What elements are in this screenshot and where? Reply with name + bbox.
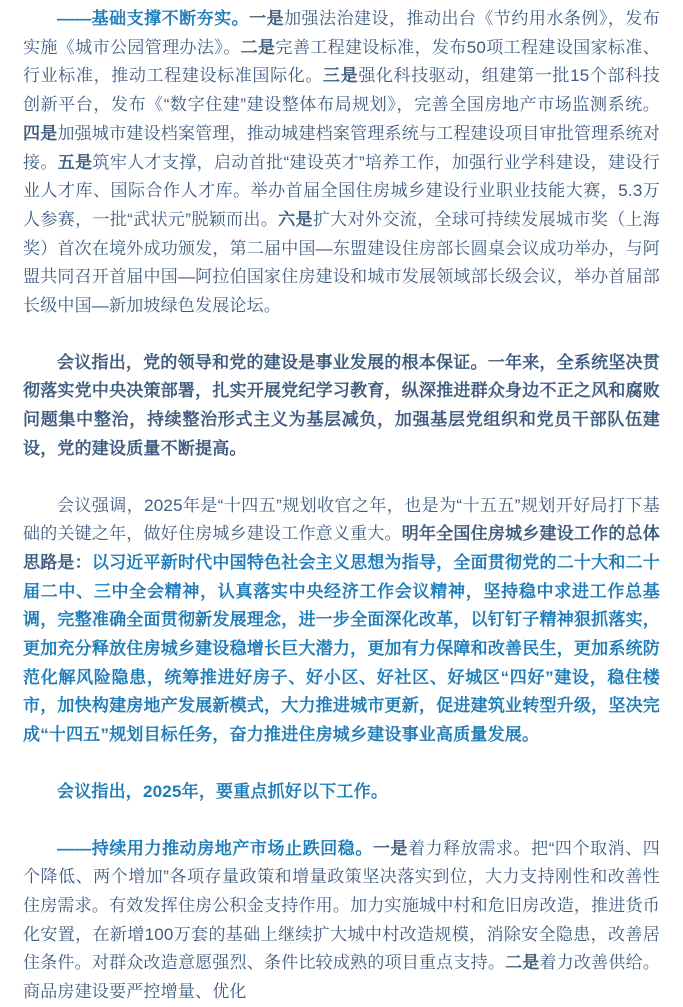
paragraph: [23, 349, 660, 464]
text-segment: 会议指出，党的领导和党的建设是事业发展的根本保证。一年来，全系统坚决贯彻落实党中央决策部署，扎实开展党纪学习教育，纵深推进群众身边不正之风和腐败问题集中整治，持续整治形式主义为基层减负，加强基层党组织和党员干部队伍建设，党的建设质量不断提高。: [23, 352, 660, 458]
text-segment: 六是: [278, 209, 313, 229]
text-segment: ——基础支撑不断夯实。: [57, 9, 250, 28]
text-segment: 五是: [57, 152, 93, 172]
paragraph: [23, 492, 660, 750]
text-segment: 加强法治建设，推动出台《节约用水条例》，发布实施《城市公园管理办法》。: [23, 9, 660, 57]
text-segment: 以习近平新时代中国特色社会主义思想为指导，全面贯彻党的二十大和二十届二中、三中全会精神，认真落实中央经济工作会议精神，坚持稳中求进工作总基调，完整准确全面贯彻新发展理念，进一步全面深化改革，以钉钉子精神狠抓落实，更加充分释放住房城乡建设稳增长巨大潜力，更加有力保障和改善民生，更加系统防范化解风险隐患，统筹推进好房子、好小区、好社区、好城区“四好”建设，稳住楼市，加快构建房地产发展新模式，大力推进城市更新，促进建筑业转型升级，坚决完成“十四五”规划目标任务，奋力推进住房城乡建设事业高质量发展。: [23, 552, 660, 745]
paragraph: [23, 835, 660, 1007]
text-segment: 一是: [249, 9, 285, 28]
text-segment: 强化科技驱动，组建第一批15个部科技创新平台，发布《“数字住建”建设整体布局规划》，完善全国房地产市场监测系统。: [23, 66, 660, 115]
text-segment: 四是: [23, 123, 58, 143]
text-segment: 筑牢人才支撑，启动首批“建设英才”培养工作，加强行业学科建设，建设行业人才库、国际合作人才库。举办首届全国住房城乡建设行业职业技能大赛，5.3万人参赛，一批“武状元”脱颖而出。: [23, 152, 660, 229]
text-segment: 会议强调，2025年是“十四五”规划收官之年，也是为“十五五”规划开好局打下基础的关键之年，做好住房城乡建设工作意义重大。: [23, 495, 660, 544]
text-segment: 着力改善供给。商品房建设要严控增量、优化: [23, 953, 660, 1002]
text-segment: 二是: [505, 953, 540, 973]
paragraph: [23, 5, 660, 321]
text-segment: 三是: [323, 66, 359, 86]
text-segment: 加强城市建设档案管理，推动城建档案管理系统与工程建设项目审批管理系统对接。: [23, 123, 660, 172]
text-segment: ——持续用力推动房地产市场止跌回稳。: [57, 838, 373, 858]
text-segment: 扩大对外交流，全球可持续发展城市奖（上海奖）首次在境外成功颁发，第二届中国—东盟建设住房部长圆桌会议成功举办，与阿盟共同召开首届中国—阿拉伯国家住房建设和城市发展领域部长级会议，举办首届部长级中国—新加坡绿色发展论坛。: [23, 209, 661, 316]
text-segment: 完善工程建设标准，发布50项工程建设国家标准、行业标准，推动工程建设标准国际化。: [23, 37, 660, 86]
paragraph: [23, 778, 660, 807]
text-segment: 明年全国住房城乡建设工作的总体思路是：: [23, 524, 660, 572]
text-segment: 二是: [240, 37, 276, 57]
text-segment: 着力释放需求。把“四个取消、四个降低、两个增加”各项存量政策和增量政策坚决落实到位，大力支持刚性和改善性住房需求。有效发挥住房公积金支持作用。加力实施城中村和危旧房改造，推进货币化安置，在新增100万套的基础上继续扩大城中村改造规模，消除安全隐患，改善居住条件。对群众改造意愿强烈、条件比较成熟的项目重点支持。: [23, 838, 660, 973]
text-segment: 一是: [372, 838, 409, 858]
text-segment: 会议指出，2025年，要重点抓好以下工作。: [57, 781, 389, 801]
